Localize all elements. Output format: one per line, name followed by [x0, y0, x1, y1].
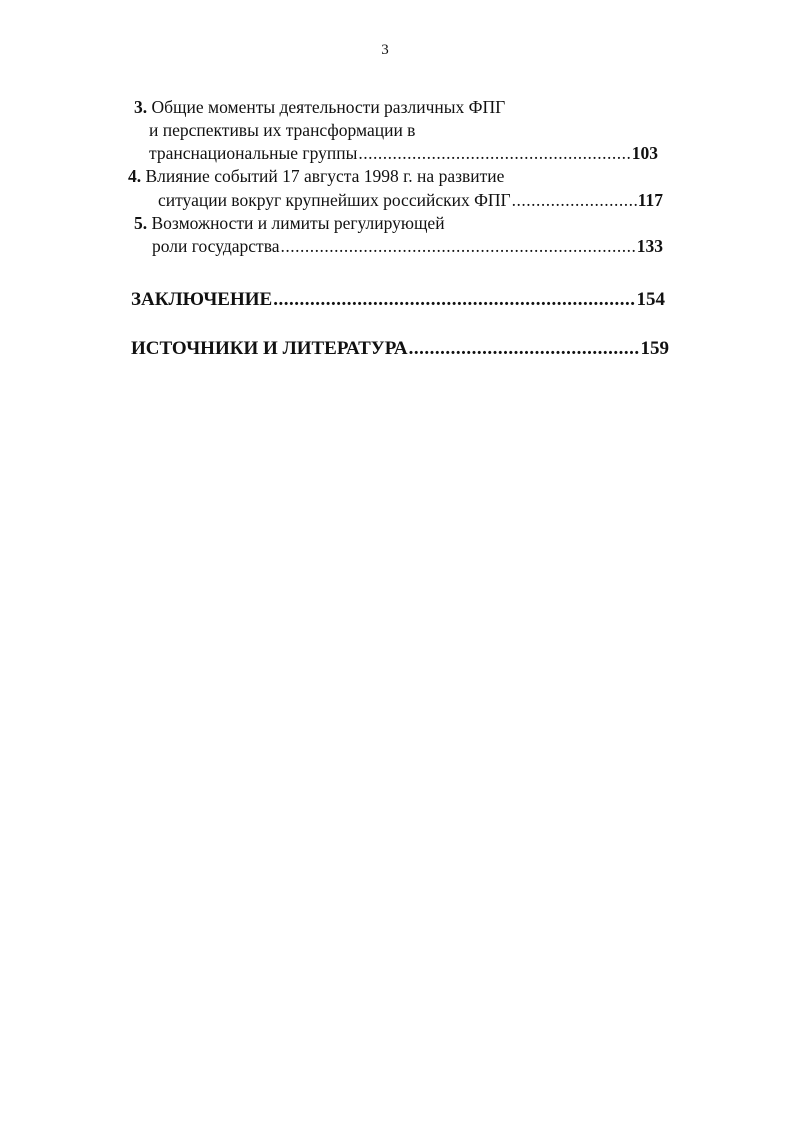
toc-item-5-title-part-1: Возможности и лимиты регулирующей	[151, 213, 445, 233]
toc-item-4-title-part-1: Влияние событий 17 августа 1998 г. на развитие	[145, 166, 505, 186]
toc-item-4-title-part-2: ситуации вокруг крупнейших российских ФПГ	[158, 190, 511, 210]
toc-item-3-line-2: и перспективы их трансформации в	[149, 120, 416, 140]
toc-item-3-page: 103	[631, 143, 658, 163]
toc-item-5-line-1	[134, 212, 445, 234]
toc-item-4-page: 117	[637, 190, 663, 210]
toc-item-5-line-2	[152, 235, 663, 257]
toc-item-5-leader	[281, 235, 636, 257]
toc-sources-page: 159	[640, 338, 669, 359]
toc-conclusion-label: ЗАКЛЮЧЕНИЕ	[131, 289, 273, 310]
toc-item-3-number: 3.	[134, 97, 148, 117]
toc-item-5-title-part-2: роли государства	[152, 236, 280, 256]
toc-item-5-number: 5.	[134, 213, 148, 233]
toc-item-3-title-part-1: Общие моменты деятельности различных ФПГ	[151, 97, 506, 117]
page-number: 3	[381, 42, 389, 58]
toc-item-3-line-1	[134, 96, 505, 118]
toc-item-4-line-2	[158, 189, 663, 211]
toc-item-3-leader	[358, 142, 630, 164]
toc-item-3-title-part-3: транснациональные группы	[149, 143, 358, 163]
toc-sources	[131, 338, 669, 360]
toc-sources-label: ИСТОЧНИКИ И ЛИТЕРАТУРА	[131, 338, 408, 359]
toc-item-4-line-1	[128, 165, 504, 187]
toc-conclusion-page: 154	[636, 289, 665, 310]
toc-item-4-leader	[512, 189, 637, 211]
toc-conclusion-leader	[273, 289, 635, 311]
toc-item-3-line-3	[149, 142, 658, 164]
toc-item-4-number: 4.	[128, 166, 142, 186]
toc-conclusion	[131, 289, 665, 311]
toc-sources-leader	[409, 338, 640, 360]
toc-item-5-page: 133	[636, 236, 663, 256]
